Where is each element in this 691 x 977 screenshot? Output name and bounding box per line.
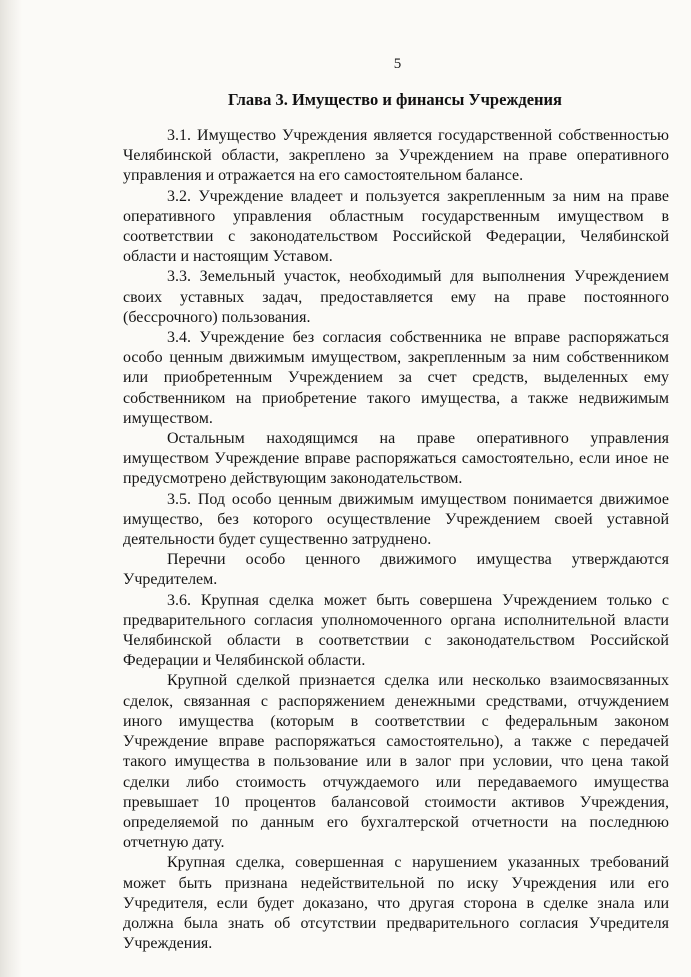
paragraph-3-3: 3.3. Земельный участок, необходимый для выполнения Учреждением своих уставных задач, предоставляется ему на праве постоянного (бессрочного) пользования.: [123, 268, 669, 326]
paragraph-3-1: 3.1. Имущество Учреждения является государственной собственностью Челябинской области, закреплено за Учреждением на праве оперативного управления и отражается на его самостоятельном балансе.: [123, 127, 669, 185]
paragraph-3-4-continued: Остальным находящимся на праве оперативного управления имуществом Учреждение вправе распоряжаться самостоятельно, если иное не предусмотрено действующим законодательством.: [123, 430, 669, 488]
paragraph-3-6-definition: Крупной сделкой признается сделка или несколько взаимосвязанных сделок, связанная с распоряжением денежными средствами, отчуждением иного имущества (которым в соответствии с федеральным законом Учреждение вправе распоряжаться самостоятельно), а также с передачей такого имущества в пользование или в залог при условии, что цена такой сделки либо стоимость отчуждаемого или передаваемого имущества превышает 10 процентов балансовой стоимости активов Учреждения, определяемой по данным его бухгалтерской отчетности на последнюю отчетную дату.: [123, 672, 669, 852]
paragraph-3-6-invalidity: Крупная сделка, совершенная с нарушением указанных требований может быть признана недействительной по иску Учреждения или его Учредителя, если будет доказано, что другая сторона в сделке знала или должна была знать об отсутствии предварительного согласия Учредителя Учреждения.: [123, 854, 669, 953]
paragraph-3-5-continued: Перечни особо ценного движимого имущества утверждаются Учредителем.: [123, 551, 669, 589]
paragraph-3-2: 3.2. Учреждение владеет и пользуется закрепленным за ним на праве оперативного управления областным государственным имуществом в соответствии с законодательством Российской Федерации, Челябинской области и настоящим Уставом.: [123, 187, 669, 266]
document-body: [123, 126, 669, 954]
paragraph-3-6: 3.6. Крупная сделка может быть совершена Учреждением только с предварительного согласия уполномоченного органа исполнительной власти Челябинской области в соответствии с законодательством Российской Федерации и Челябинской области.: [123, 591, 669, 670]
scan-edge-shadow: [0, 0, 22, 977]
page-number: 5: [393, 56, 402, 72]
paragraph-3-5: 3.5. Под особо ценным движимым имуществом понимается движимое имущество, без которого осуществление Учреждением своей уставной деятельности будет существенно затруднено.: [123, 490, 669, 549]
chapter-title: Глава 3. Имущество и финансы Учреждения: [228, 90, 562, 109]
paragraph-3-4: 3.4. Учреждение без согласия собственника не вправе распоряжаться особо ценным движимым имуществом, закрепленным за ним собственником или приобретенным Учреждением за счет средств, выделенных ему собственником на приобретение такого имущества, а также недвижимым имуществом.: [123, 329, 669, 427]
